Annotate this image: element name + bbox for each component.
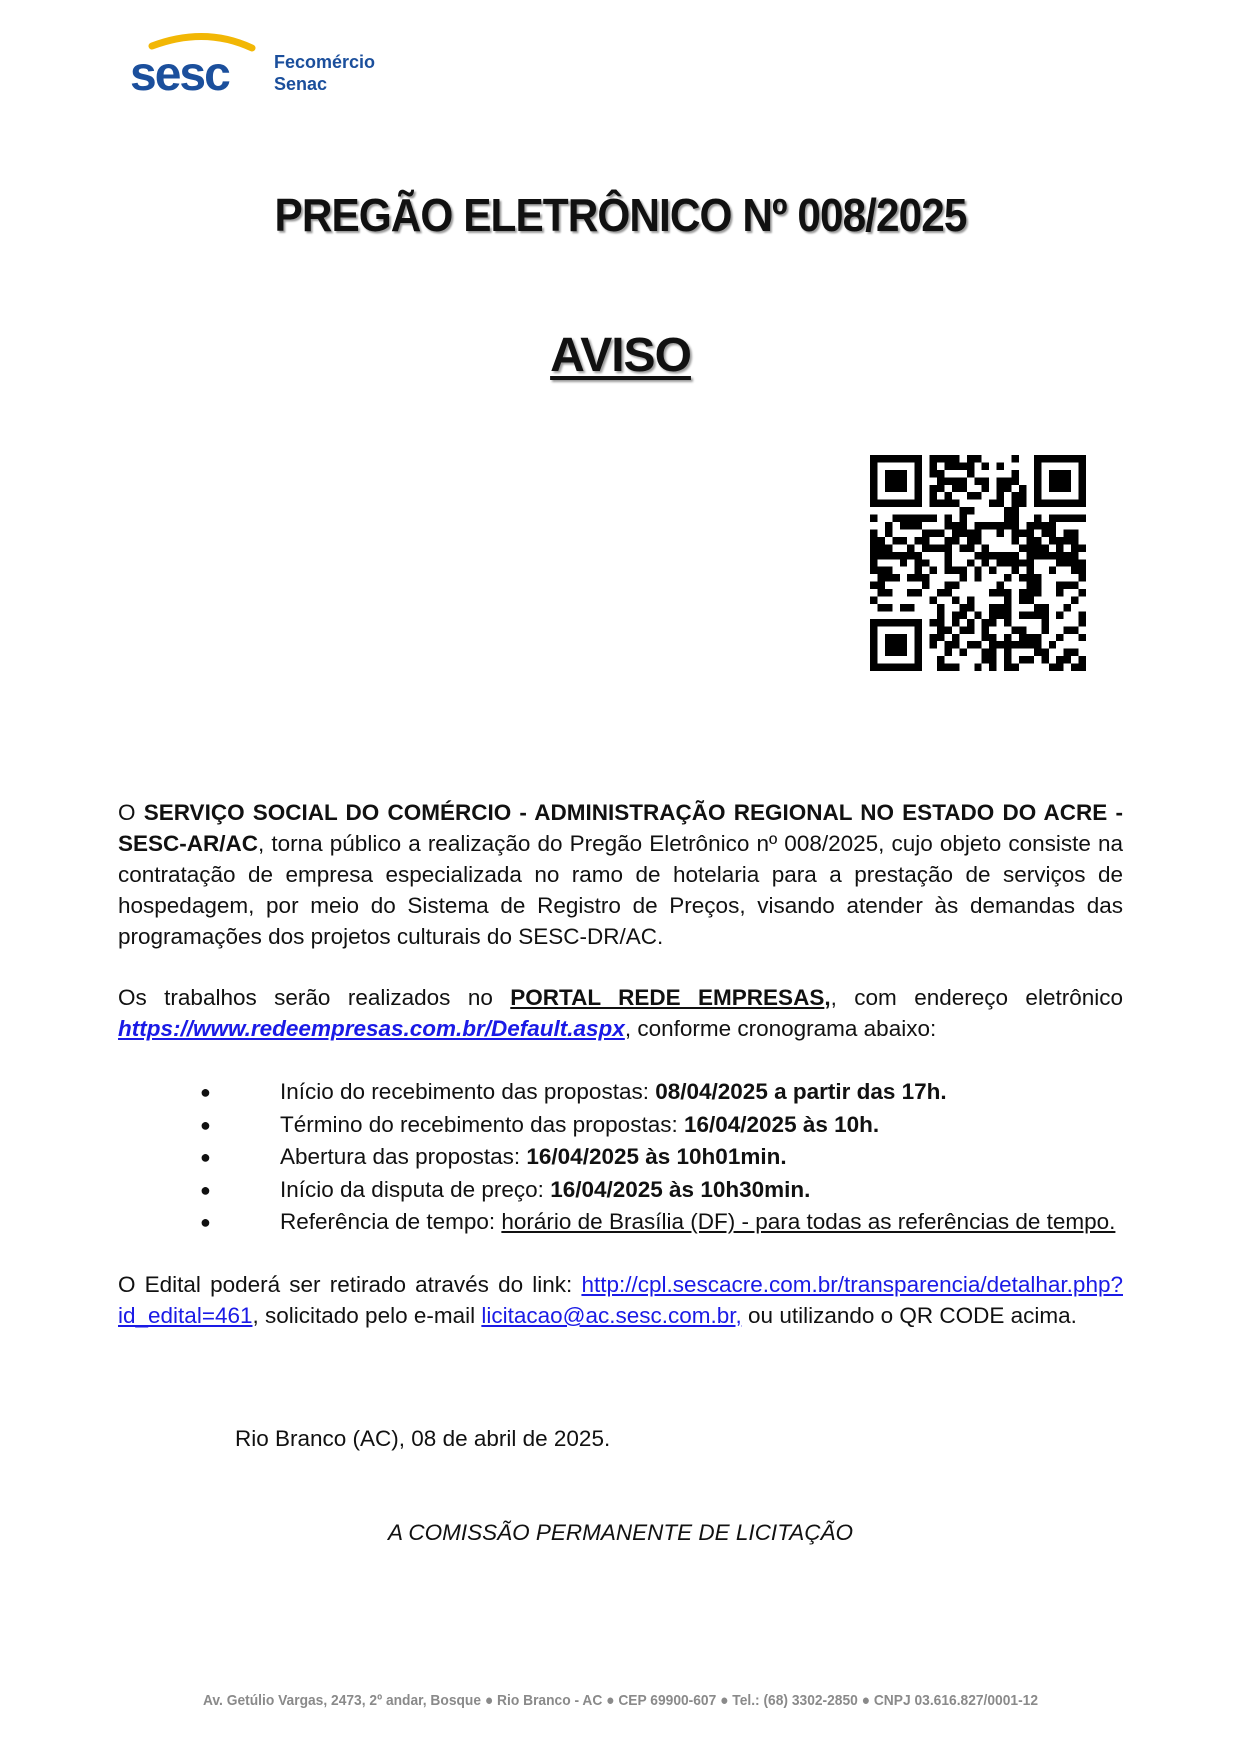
document-subtitle: AVISO bbox=[550, 329, 691, 382]
schedule-item: ● Início do recebimento das propostas: 08/04/2025 a partir das 17h. bbox=[200, 1076, 1120, 1109]
footer-address: Av. Getúlio Vargas, 2473, 2º andar, Bosque ● Rio Branco - AC ● CEP 69900-607 ● Tel.: (68) 3302-2850 ● CNPJ 03.616.827/0001-12 bbox=[202, 1692, 1039, 1709]
edital-link[interactable]: http://cpl.sescacre.com.br/transparencia/detalhar.php?id_edital=461 bbox=[118, 1272, 1123, 1328]
portal-link[interactable]: https://www.redeempresas.com.br/Default.aspx bbox=[118, 1016, 625, 1041]
schedule-item: ● Término do recebimento das propostas: 16/04/2025 às 10h. bbox=[200, 1109, 1120, 1142]
schedule-item: ● Início da disputa de preço: 16/04/2025 às 10h30min. bbox=[200, 1174, 1120, 1207]
schedule-item: ● Referência de tempo: horário de Brasília (DF) - para todas as referências de tempo. bbox=[200, 1206, 1120, 1239]
logo-brand-text: sesc bbox=[130, 48, 229, 98]
bullet-icon: ● bbox=[200, 1082, 211, 1102]
logo-senac-text: Senac bbox=[274, 74, 328, 94]
intro-paragraph: O SERVIÇO SOCIAL DO COMÉRCIO - ADMINISTRAÇÃO REGIONAL NO ESTADO DO ACRE - SESC-AR/AC, torna público a realização do Pregão Eletrônico nº 008/2025, cujo objeto consiste na contratação de empresa especializada no ramo de hotelaria para a prestação de serviços de hospedagem, por meio do Sistema de Registro de Preços, visando atender às demandas das programações dos projetos culturais do SESC-DR/AC. bbox=[118, 800, 1123, 949]
document-title: PREGÃO ELETRÔNICO Nº 008/2025 bbox=[274, 189, 967, 241]
schedule-list bbox=[200, 1076, 1120, 1239]
bullet-icon: ● bbox=[200, 1212, 211, 1232]
email-link[interactable]: licitacao@ac.sesc.com.br, bbox=[481, 1303, 742, 1328]
portal-name: PORTAL REDE EMPRESAS bbox=[510, 985, 825, 1010]
edital-paragraph: O Edital poderá ser retirado através do link: http://cpl.sescacre.com.br/transparencia/detalhar.php?id_edital=461, solicitado pelo e-mail licitacao@ac.sesc.com.br, ou utilizando o QR CODE acima. bbox=[118, 1272, 1123, 1328]
schedule-item: ● Abertura das propostas: 16/04/2025 às 10h01min. bbox=[200, 1141, 1120, 1174]
sesc-logo bbox=[130, 28, 410, 98]
commission-signature: A COMISSÃO PERMANENTE DE LICITAÇÃO bbox=[387, 1520, 854, 1545]
qr-code-icon bbox=[870, 455, 1086, 671]
bullet-icon: ● bbox=[200, 1114, 211, 1135]
portal-paragraph: Os trabalhos serão realizados no PORTAL REDE EMPRESAS,, com endereço eletrônico https://www.redeempresas.com.br/Default.aspx, conforme cronograma abaixo: bbox=[118, 985, 1123, 1041]
bullet-icon: ● bbox=[200, 1147, 211, 1167]
date-line: Rio Branco (AC), 08 de abril de 2025. bbox=[235, 1426, 611, 1451]
bullet-icon: ● bbox=[200, 1179, 211, 1200]
logo-fecomercio-text: Fecomércio bbox=[274, 52, 376, 72]
organization-name: SERVIÇO SOCIAL DO COMÉRCIO - ADMINISTRAÇÃO REGIONAL NO ESTADO DO ACRE - SESC-AR/AC bbox=[118, 800, 1123, 856]
